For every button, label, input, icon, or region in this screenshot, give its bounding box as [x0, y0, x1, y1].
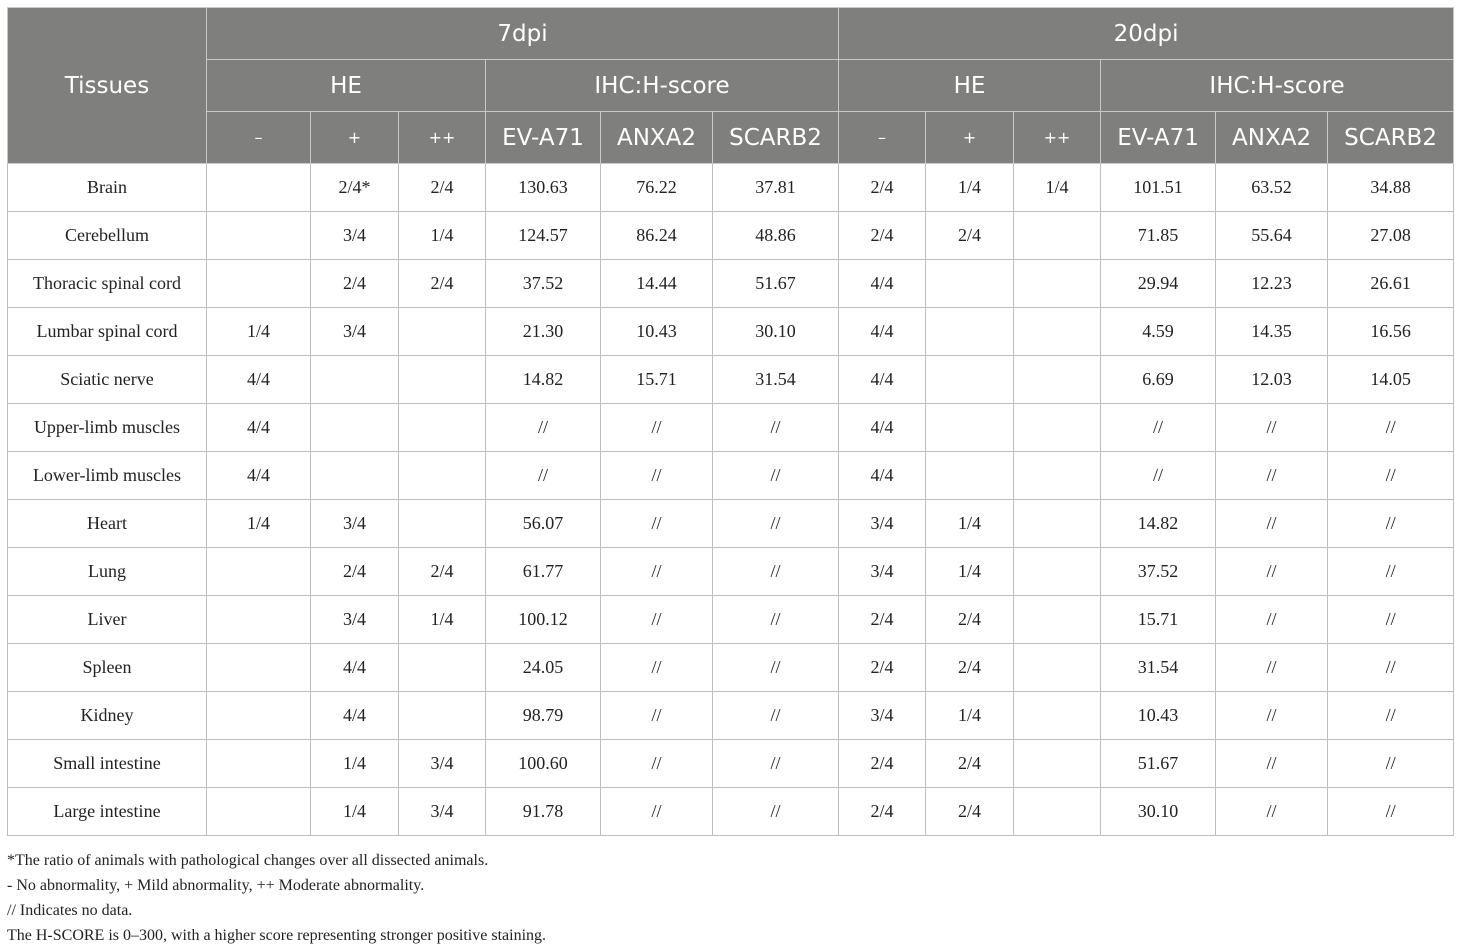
- tissue-name-cell: Cerebellum: [8, 212, 207, 260]
- table-cell: [207, 548, 311, 596]
- header-ihc-7dpi: IHC:H-score: [486, 60, 839, 112]
- table-row: [8, 548, 1454, 596]
- table-cell: //: [713, 548, 839, 596]
- table-row: [8, 452, 1454, 500]
- table-cell: 3/4: [399, 788, 486, 836]
- table-cell: 30.10: [713, 308, 839, 356]
- table-cell: 15.71: [601, 356, 713, 404]
- table-row: [8, 308, 1454, 356]
- table-cell: [207, 596, 311, 644]
- header-he-20dpi: HE: [839, 60, 1101, 112]
- table-cell: 14.82: [1101, 500, 1216, 548]
- table-row: [8, 740, 1454, 788]
- table-cell: 12.03: [1216, 356, 1328, 404]
- table-cell: 16.56: [1328, 308, 1454, 356]
- header-anxa2-7dpi: ANXA2: [601, 112, 713, 164]
- table-cell: [399, 692, 486, 740]
- table-cell: 2/4: [399, 548, 486, 596]
- table-cell: 4.59: [1101, 308, 1216, 356]
- table-cell: 6.69: [1101, 356, 1216, 404]
- header-plusplus-20dpi: ++: [1014, 112, 1101, 164]
- table-row: [8, 404, 1454, 452]
- table-cell: [399, 452, 486, 500]
- table-cell: 2/4: [839, 212, 926, 260]
- table-cell: //: [1216, 644, 1328, 692]
- table-cell: //: [1216, 452, 1328, 500]
- table-cell: 2/4: [839, 788, 926, 836]
- table-cell: 3/4: [399, 740, 486, 788]
- table-cell: 91.78: [486, 788, 601, 836]
- table-cell: 21.30: [486, 308, 601, 356]
- table-cell: 2/4: [399, 260, 486, 308]
- table-cell: //: [1216, 788, 1328, 836]
- results-table-container: [7, 7, 1453, 836]
- header-plus-20dpi: +: [926, 112, 1014, 164]
- table-cell: 1/4: [926, 164, 1014, 212]
- table-cell: //: [1216, 740, 1328, 788]
- footnotes: [7, 848, 546, 948]
- table-cell: 56.07: [486, 500, 601, 548]
- table-cell: //: [1328, 596, 1454, 644]
- table-cell: //: [601, 788, 713, 836]
- table-cell: 2/4: [839, 644, 926, 692]
- table-cell: 76.22: [601, 164, 713, 212]
- header-minus-7dpi: –: [207, 112, 311, 164]
- table-cell: //: [1328, 452, 1454, 500]
- table-cell: //: [713, 452, 839, 500]
- header-minus-20dpi: –: [839, 112, 926, 164]
- table-cell: //: [713, 740, 839, 788]
- table-cell: 4/4: [839, 260, 926, 308]
- table-cell: //: [713, 788, 839, 836]
- table-cell: 1/4: [1014, 164, 1101, 212]
- table-row: [8, 164, 1454, 212]
- header-scarb2-20dpi: SCARB2: [1328, 112, 1454, 164]
- table-cell: [1014, 260, 1101, 308]
- table-cell: //: [486, 404, 601, 452]
- table-cell: 14.82: [486, 356, 601, 404]
- table-cell: [399, 308, 486, 356]
- table-cell: [399, 644, 486, 692]
- table-cell: [311, 356, 399, 404]
- table-cell: //: [601, 596, 713, 644]
- tissue-name-cell: Sciatic nerve: [8, 356, 207, 404]
- table-cell: [207, 692, 311, 740]
- table-cell: 63.52: [1216, 164, 1328, 212]
- tissue-name-cell: Heart: [8, 500, 207, 548]
- table-cell: //: [1328, 404, 1454, 452]
- table-cell: 2/4: [926, 788, 1014, 836]
- table-cell: //: [1328, 692, 1454, 740]
- table-cell: 4/4: [839, 452, 926, 500]
- table-cell: 71.85: [1101, 212, 1216, 260]
- tissue-name-cell: Small intestine: [8, 740, 207, 788]
- table-cell: 24.05: [486, 644, 601, 692]
- footnote-h-score: The H-SCORE is 0–300, with a higher score representing stronger positive staining.: [7, 927, 547, 944]
- table-cell: 51.67: [713, 260, 839, 308]
- table-cell: 3/4: [839, 548, 926, 596]
- tissue-name-cell: Lumbar spinal cord: [8, 308, 207, 356]
- table-cell: 14.05: [1328, 356, 1454, 404]
- table-cell: 130.63: [486, 164, 601, 212]
- table-row: [8, 500, 1454, 548]
- table-cell: //: [601, 548, 713, 596]
- table-cell: 2/4: [839, 596, 926, 644]
- table-cell: 55.64: [1216, 212, 1328, 260]
- table-cell: 3/4: [311, 308, 399, 356]
- table-cell: //: [1216, 692, 1328, 740]
- table-cell: 2/4: [926, 740, 1014, 788]
- tissue-name-cell: Spleen: [8, 644, 207, 692]
- table-cell: //: [713, 500, 839, 548]
- table-cell: [207, 260, 311, 308]
- table-cell: 14.35: [1216, 308, 1328, 356]
- results-table: [7, 7, 1454, 836]
- tissue-name-cell: Upper-limb muscles: [8, 404, 207, 452]
- table-cell: 26.61: [1328, 260, 1454, 308]
- table-cell: [1014, 212, 1101, 260]
- table-cell: 2/4: [839, 740, 926, 788]
- table-cell: //: [713, 692, 839, 740]
- tissue-name-cell: Lung: [8, 548, 207, 596]
- footnote-legend: - No abnormality, + Mild abnormality, ++ Moderate abnormality.: [7, 877, 425, 894]
- table-cell: 98.79: [486, 692, 601, 740]
- table-cell: 4/4: [311, 644, 399, 692]
- header-group-7dpi: 7dpi: [207, 8, 839, 60]
- tissue-name-cell: Large intestine: [8, 788, 207, 836]
- table-cell: [207, 212, 311, 260]
- table-cell: //: [601, 692, 713, 740]
- table-cell: [1014, 548, 1101, 596]
- table-cell: 37.52: [1101, 548, 1216, 596]
- footnote-no-data: // Indicates no data.: [7, 902, 133, 919]
- table-cell: [926, 356, 1014, 404]
- table-cell: [1014, 452, 1101, 500]
- header-ev-a71-20dpi: EV-A71: [1101, 112, 1216, 164]
- table-cell: [399, 404, 486, 452]
- table-cell: 14.44: [601, 260, 713, 308]
- table-cell: 10.43: [1101, 692, 1216, 740]
- header-plus-7dpi: +: [311, 112, 399, 164]
- table-cell: 37.81: [713, 164, 839, 212]
- tissue-name-cell: Kidney: [8, 692, 207, 740]
- table-cell: //: [1216, 596, 1328, 644]
- table-cell: 48.86: [713, 212, 839, 260]
- table-row: [8, 596, 1454, 644]
- table-cell: [1014, 644, 1101, 692]
- table-row: [8, 788, 1454, 836]
- table-cell: //: [1328, 548, 1454, 596]
- table-cell: 29.94: [1101, 260, 1216, 308]
- header-ev-a71-7dpi: EV-A71: [486, 112, 601, 164]
- table-cell: 86.24: [601, 212, 713, 260]
- table-cell: 2/4*: [311, 164, 399, 212]
- table-cell: //: [1328, 500, 1454, 548]
- table-cell: 3/4: [311, 596, 399, 644]
- table-cell: //: [1328, 788, 1454, 836]
- table-cell: 1/4: [399, 596, 486, 644]
- table-cell: 2/4: [311, 548, 399, 596]
- table-cell: 31.54: [1101, 644, 1216, 692]
- table-cell: [926, 308, 1014, 356]
- tissue-name-cell: Lower-limb muscles: [8, 452, 207, 500]
- table-cell: //: [601, 404, 713, 452]
- table-cell: //: [486, 452, 601, 500]
- table-cell: [399, 500, 486, 548]
- table-cell: 4/4: [207, 404, 311, 452]
- header-ihc-20dpi: IHC:H-score: [1101, 60, 1454, 112]
- table-row: [8, 212, 1454, 260]
- table-cell: //: [601, 644, 713, 692]
- table-cell: [926, 404, 1014, 452]
- table-cell: 2/4: [839, 164, 926, 212]
- table-cell: [207, 788, 311, 836]
- table-cell: //: [713, 404, 839, 452]
- tissue-name-cell: Thoracic spinal cord: [8, 260, 207, 308]
- header-anxa2-20dpi: ANXA2: [1216, 112, 1328, 164]
- tissue-name-cell: Brain: [8, 164, 207, 212]
- table-cell: [1014, 308, 1101, 356]
- table-cell: [311, 404, 399, 452]
- table-row: [8, 692, 1454, 740]
- table-cell: //: [1328, 740, 1454, 788]
- table-cell: 3/4: [311, 212, 399, 260]
- table-cell: [1014, 740, 1101, 788]
- table-cell: 61.77: [486, 548, 601, 596]
- table-cell: 1/4: [311, 740, 399, 788]
- table-cell: //: [1216, 500, 1328, 548]
- header-group-20dpi: 20dpi: [839, 8, 1454, 60]
- table-cell: 34.88: [1328, 164, 1454, 212]
- table-cell: 31.54: [713, 356, 839, 404]
- table-cell: 2/4: [311, 260, 399, 308]
- table-cell: 15.71: [1101, 596, 1216, 644]
- table-cell: 3/4: [311, 500, 399, 548]
- table-cell: [1014, 356, 1101, 404]
- header-scarb2-7dpi: SCARB2: [713, 112, 839, 164]
- table-cell: [926, 452, 1014, 500]
- table-cell: 100.12: [486, 596, 601, 644]
- table-cell: [311, 452, 399, 500]
- table-cell: //: [1328, 644, 1454, 692]
- table-cell: [399, 356, 486, 404]
- table-header: [8, 8, 1454, 164]
- table-cell: 4/4: [839, 404, 926, 452]
- table-cell: 4/4: [207, 356, 311, 404]
- table-cell: [1014, 788, 1101, 836]
- table-cell: [1014, 404, 1101, 452]
- table-cell: [1014, 596, 1101, 644]
- table-cell: 10.43: [601, 308, 713, 356]
- table-cell: 37.52: [486, 260, 601, 308]
- table-cell: [1014, 500, 1101, 548]
- table-cell: 4/4: [207, 452, 311, 500]
- table-cell: //: [1216, 548, 1328, 596]
- table-cell: [207, 740, 311, 788]
- table-cell: //: [1101, 452, 1216, 500]
- table-cell: //: [1101, 404, 1216, 452]
- table-cell: 4/4: [311, 692, 399, 740]
- table-cell: 12.23: [1216, 260, 1328, 308]
- table-cell: 2/4: [926, 212, 1014, 260]
- table-cell: //: [601, 500, 713, 548]
- table-cell: 124.57: [486, 212, 601, 260]
- table-cell: 4/4: [839, 356, 926, 404]
- table-cell: 101.51: [1101, 164, 1216, 212]
- table-cell: 27.08: [1328, 212, 1454, 260]
- table-row: [8, 260, 1454, 308]
- table-cell: 1/4: [207, 308, 311, 356]
- table-cell: 2/4: [926, 596, 1014, 644]
- table-row: [8, 644, 1454, 692]
- header-tissues: Tissues: [8, 8, 207, 164]
- table-cell: [1014, 692, 1101, 740]
- table-row: [8, 356, 1454, 404]
- table-cell: 2/4: [926, 644, 1014, 692]
- table-cell: 100.60: [486, 740, 601, 788]
- table-cell: 1/4: [926, 500, 1014, 548]
- header-plusplus-7dpi: ++: [399, 112, 486, 164]
- table-cell: 30.10: [1101, 788, 1216, 836]
- footnote-ratio: *The ratio of animals with pathological changes over all dissected animals.: [7, 852, 489, 869]
- table-cell: 4/4: [839, 308, 926, 356]
- table-cell: //: [601, 740, 713, 788]
- tissue-name-cell: Liver: [8, 596, 207, 644]
- table-cell: 2/4: [399, 164, 486, 212]
- table-cell: //: [1216, 404, 1328, 452]
- table-cell: [926, 260, 1014, 308]
- table-cell: 3/4: [839, 500, 926, 548]
- table-cell: 1/4: [926, 548, 1014, 596]
- table-cell: 1/4: [311, 788, 399, 836]
- header-he-7dpi: HE: [207, 60, 486, 112]
- table-cell: 1/4: [399, 212, 486, 260]
- table-cell: 1/4: [207, 500, 311, 548]
- table-cell: 1/4: [926, 692, 1014, 740]
- table-cell: //: [713, 596, 839, 644]
- table-cell: [207, 644, 311, 692]
- table-body: [8, 164, 1454, 836]
- table-cell: //: [601, 452, 713, 500]
- table-cell: 51.67: [1101, 740, 1216, 788]
- table-cell: [207, 164, 311, 212]
- table-cell: 3/4: [839, 692, 926, 740]
- table-cell: //: [713, 644, 839, 692]
